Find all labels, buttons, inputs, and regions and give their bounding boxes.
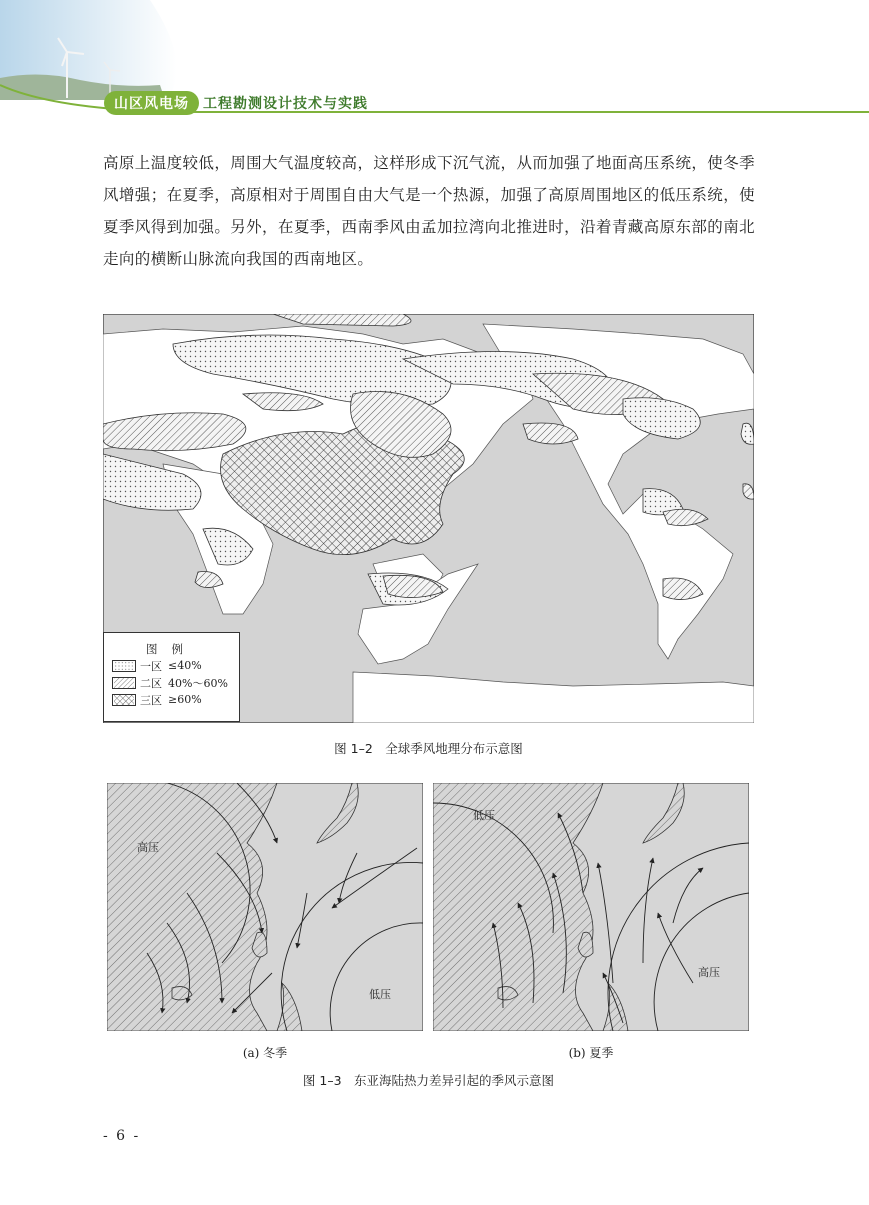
high-pressure-label: 高压: [698, 966, 720, 979]
low-pressure-label: 低压: [473, 809, 495, 822]
winter-monsoon-diagram: [107, 783, 423, 1031]
page-number: - 6 -: [103, 1128, 141, 1144]
map-legend: [103, 632, 240, 722]
legend-range-label: 40%～60%: [168, 676, 228, 690]
legend-row-zone2: [112, 674, 239, 691]
header-badge: 山区风电场: [104, 91, 199, 115]
legend-row-zone1: [112, 657, 239, 674]
header-subtitle: 工程勘测设计技术与实践: [203, 96, 368, 112]
high-pressure-label: 高压: [137, 841, 159, 854]
figure-1-3-caption: 图 1–3 东亚海陆热力差异引起的季风示意图: [302, 1073, 555, 1088]
dotted-swatch-icon: [112, 660, 136, 672]
hatched-swatch-icon: [112, 677, 136, 689]
legend-range-label: ≥60%: [168, 693, 202, 706]
crosshatched-swatch-icon: [112, 694, 136, 706]
panel-b-caption: (b) 夏季: [568, 1046, 614, 1060]
legend-title: 图例: [146, 642, 197, 656]
running-header: [104, 91, 368, 115]
low-pressure-label: 低压: [369, 988, 391, 1001]
summer-monsoon-diagram: [433, 783, 749, 1031]
body-paragraph: 高原上温度较低，周围大气温度较高，这样形成下沉气流，从而加强了地面高压系统，使冬季风增强；在夏季，高原相对于周围自由大气是一个热源，加强了高原周围地区的低压系统，使夏季风得到加强。另外，在夏季，西南季风由孟加拉湾向北推进时，沿着青藏高原东部的南北走向的横断山脉流向我国的西南地区。: [103, 154, 755, 268]
legend-zone-label: 一区: [140, 659, 162, 673]
legend-range-label: ≤40%: [168, 659, 202, 672]
panel-a-caption: (a) 冬季: [242, 1046, 288, 1060]
figure-1-2-caption: 图 1–2 全球季风地理分布示意图: [334, 741, 523, 756]
legend-zone-label: 二区: [140, 676, 162, 690]
legend-zone-label: 三区: [140, 693, 162, 707]
legend-row-zone3: [112, 691, 239, 708]
